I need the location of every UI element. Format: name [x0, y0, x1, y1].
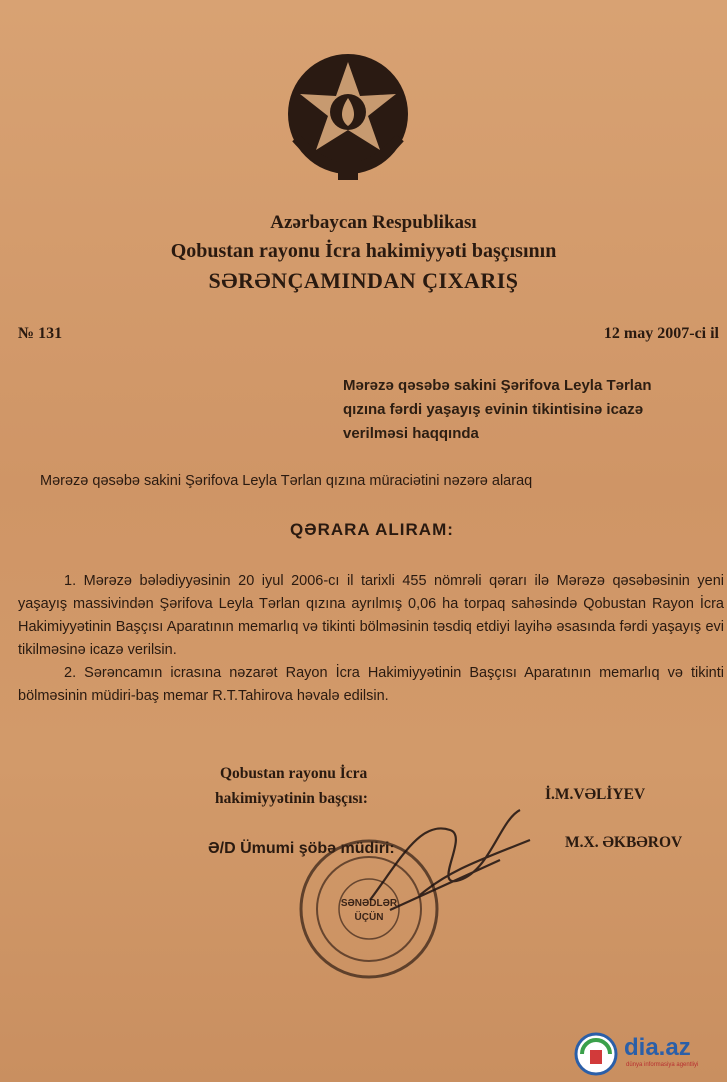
coat-of-arms-emblem — [282, 48, 414, 198]
dia-az-logo-icon — [574, 1032, 618, 1076]
stamp-text-line1: SƏNƏDLƏR — [340, 898, 398, 909]
signatory-title-line1: Qobustan rayonu İcra — [220, 765, 368, 782]
subject-line: verilməsi haqqında — [343, 425, 479, 442]
order-number: № 131 — [18, 325, 63, 342]
stamp-text-line2: ÜÇÜN — [354, 912, 384, 923]
signatory-name-department: M.X. ƏKBƏROV — [565, 834, 683, 851]
dia-az-watermark — [574, 1030, 724, 1078]
preamble: Mərəzə qəsəbə sakini Şərifova Leyla Tərlan qızına müraciətini nəzərə alaraq — [40, 473, 533, 489]
subject-block — [343, 374, 723, 446]
signatory-title-line2: hakimiyyətinin başçısı: — [215, 790, 368, 807]
department-head-label: Ə/D Ümumi şöbə müdiri: — [208, 840, 395, 857]
decision-body — [18, 570, 724, 708]
subject-line: qızına fərdi yaşayış evinin tikintisinə icazə — [343, 401, 644, 418]
order-date: 12 may 2007-ci il — [603, 325, 719, 342]
watermark-tagline: dünya informasiya agentliyi — [626, 1062, 699, 1068]
handwritten-signature — [360, 800, 540, 920]
paragraph-1: 1. Mərəzə bələdiyyəsinin 20 iyul 2006-cı il tarixli 455 nömrəli qərarı ilə Mərəzə qəsəbəsinin yeni yaşayış massivindən Şərifova Leyla Tərlan qızına ayrılmış 0,06 ha torpaq sahəsində Qobustan Rayon İcra Hakimiyyətinin Başçısı Aparatının memarlıq və tikinti bölməsinin təsdiq etdiyi layihə əsasında fərdi yaşayış evi tikilməsinə icazə verilsin. — [18, 573, 724, 658]
signatory-name-head: İ.M.VƏLİYEV — [545, 786, 646, 803]
decision-heading: QƏRARA ALIRAM: — [290, 520, 454, 539]
subject-line: Mərəzə qəsəbə sakini Şərifova Leyla Tərlan — [343, 377, 652, 394]
paragraph-2: 2. Sərəncamın icrasına nəzarət Rayon İcra Hakimiyyətinin Başçısı Aparatının memarlıq və tikinti bölməsinin müdiri-baş memar R.T.Tahirova həvalə edilsin. — [18, 665, 724, 704]
header-authority: Qobustan rayonu İcra hakimiyyəti başçısının — [170, 240, 557, 262]
header-republic: Azərbaycan Respublikası — [270, 212, 477, 233]
watermark-brand: dia.az — [624, 1034, 691, 1061]
document-title: SƏRƏNÇAMINDAN ÇIXARIŞ — [208, 268, 519, 293]
